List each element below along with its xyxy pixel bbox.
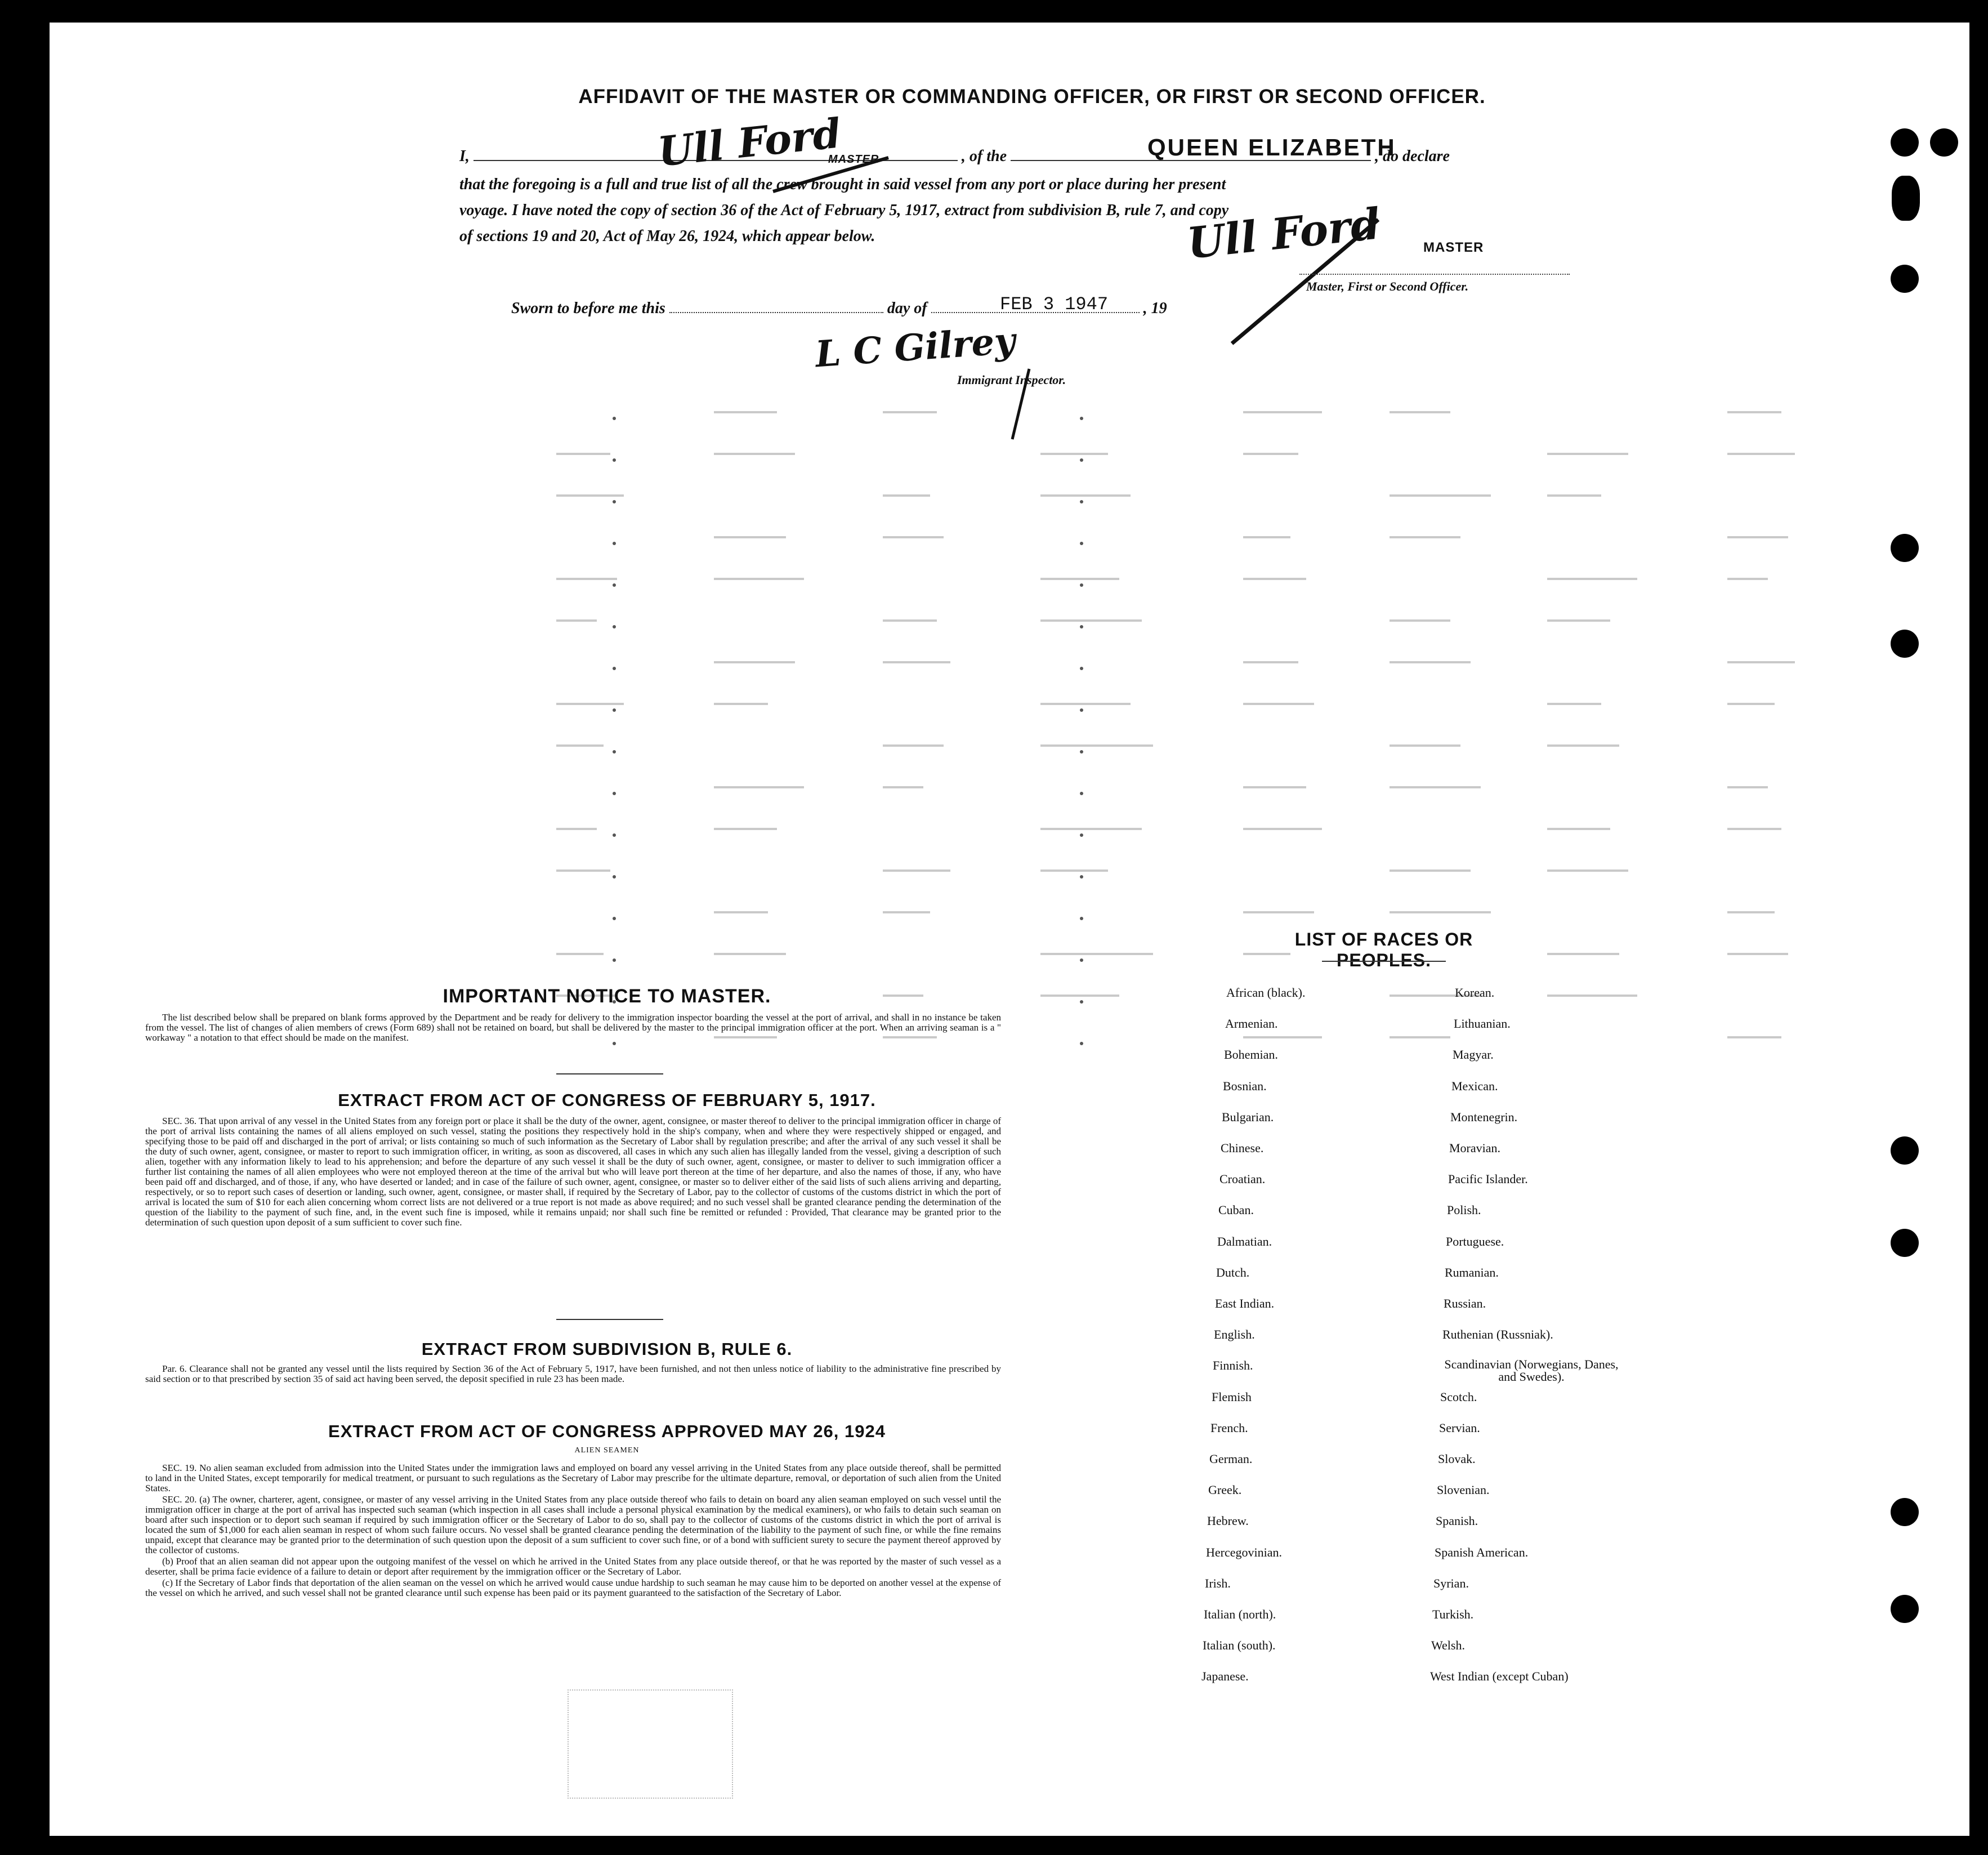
inspector-signature: L C Gilrey <box>814 319 1017 376</box>
bleed-through-mark <box>1243 453 1298 455</box>
bleed-through-mark <box>1390 786 1481 788</box>
bleed-through-mark <box>1040 744 1153 747</box>
subdivision-b-title: EXTRACT FROM SUBDIVISION B, RULE 6. <box>421 1339 793 1359</box>
officer-signature-line <box>1299 274 1570 275</box>
bleed-through-mark <box>1547 619 1610 622</box>
race-item: Spanish. <box>1436 1514 1478 1528</box>
bleed-through-mark <box>556 869 610 872</box>
dot-mark <box>1080 1000 1083 1004</box>
race-item: Mexican. <box>1451 1078 1498 1093</box>
race-item: Pacific Islander. <box>1448 1172 1528 1187</box>
race-item: Turkish. <box>1432 1607 1474 1621</box>
bleed-through-mark <box>1727 1036 1781 1038</box>
affidavit-title: AFFIDAVIT OF THE MASTER OR COMMANDING OFFICER, OR FIRST OR SECOND OFFICER. <box>578 86 1486 108</box>
date-stamp: FEB 3 1947 <box>1000 294 1109 315</box>
punch-hole <box>1891 1595 1919 1623</box>
affidavit-prefix: I, <box>459 148 470 165</box>
bleed-through-mark <box>1243 536 1290 538</box>
faint-stamp <box>568 1689 733 1799</box>
affidavit-line-1 <box>459 148 1580 166</box>
bleed-through-mark <box>1243 703 1314 705</box>
bleed-through-mark <box>1547 494 1601 497</box>
bleed-through-mark <box>1040 828 1142 830</box>
bleed-through-mark <box>883 786 923 788</box>
bleed-through-mark <box>556 703 624 705</box>
extract-1924-paragraph: SEC. 20. (a) The owner, charterer, agent, consignee, or master of any vessel arriving in the United States from any place outside thereof who fails to detain on board any alien seaman employed on such vessel until the immigration officer in charge at the port of arrival has inspected such seaman (which inspection in all cases shall include a personal physical examination by the medical examiners), or who fails to detain such seaman on board after such inspection or to deport such seaman if required by such immigration officer or the Secretary of Labor to do so, shall pay to the collector of customs of the customs district in which the port of arrival is located the sum of $1,000 for each alien seaman in respect of whom such failure occurs. No vessel shall be granted clearance pending the determination of the liability to the payment of such fine, or while the fine remains unpaid, except that clearance may be granted prior to the determination of such question upon the deposit of a sum sufficient to cover such fine, or of a bond with sufficient surety to secure the payment thereof approved by the collector of customs. <box>145 1494 1001 1555</box>
extract-1917-text <box>145 1116 1001 1229</box>
race-item: Bulgarian. <box>1222 1109 1274 1124</box>
master-signature-bottom: Ull Ford <box>1185 198 1383 269</box>
bleed-through-mark <box>1547 578 1637 580</box>
bleed-through-mark <box>1390 494 1491 497</box>
affidavit-line-3: voyage. I have noted the copy of section 36 of the Act of February 5, 1917, extract from subdivision B, rule 7, and copy <box>459 202 1229 219</box>
race-item: Dutch. <box>1216 1265 1250 1279</box>
dot-mark <box>613 958 616 962</box>
race-item: Montenegrin. <box>1450 1109 1518 1124</box>
race-item: Dalmatian. <box>1217 1234 1272 1248</box>
divider <box>1322 961 1446 962</box>
bleed-through-mark <box>883 536 944 538</box>
dot-mark <box>1080 833 1083 837</box>
ship-name: QUEEN ELIZABETH <box>1147 134 1396 160</box>
bleed-through-mark <box>1727 411 1781 413</box>
extract-1924-paragraph: (c) If the Secretary of Labor finds that deportation of the alien seaman on the vessel on which he arrived would cause undue hardship to such seaman he may cause him to be deported on another vessel at the expense of the vessel on which he arrived, and such vessel shall not be granted clearance until such expense has been paid or its payment guaranteed to the satisfaction of the Secretary of Labor. <box>145 1577 1001 1598</box>
bleed-through-mark <box>883 911 930 913</box>
bleed-through-mark <box>1727 536 1788 538</box>
race-item: Croatian. <box>1219 1172 1266 1187</box>
bleed-through-mark <box>1243 661 1298 663</box>
bleed-through-mark <box>1727 953 1788 955</box>
subdivision-b-paragraph: Par. 6. Clearance shall not be granted any vessel until the lists required by Section 36 of the Act of February 5, 1917, have been furnished, and not then unless notice of liability to the administrative fine prescribed by said section or to that prescribed by section 35 of said act having been served, the deposit specified in rule 23 has been made. <box>145 1363 1001 1384</box>
race-item: Portuguese. <box>1446 1234 1504 1248</box>
race-item: Finnish. <box>1213 1358 1253 1373</box>
bleed-through-mark <box>1727 453 1795 455</box>
sworn-day-field <box>669 312 883 313</box>
day-of-text: day of <box>887 300 927 317</box>
bleed-through-mark <box>714 828 777 830</box>
dot-mark <box>613 750 616 753</box>
race-item: Slovenian. <box>1437 1483 1490 1497</box>
bleed-through-mark <box>1040 453 1108 455</box>
bleed-through-mark <box>1040 578 1119 580</box>
punch-hole <box>1891 128 1919 157</box>
bleed-through-mark <box>1390 911 1491 913</box>
dot-mark <box>1080 583 1083 587</box>
dot-mark <box>1080 708 1083 712</box>
dot-mark <box>613 667 616 670</box>
bleed-through-mark <box>1243 828 1322 830</box>
punch-hole <box>1891 1498 1919 1526</box>
document-page <box>50 23 1969 1836</box>
bleed-through-mark <box>1040 494 1131 497</box>
dot-mark <box>1080 875 1083 879</box>
bleed-through-mark <box>1727 911 1775 913</box>
bleed-through-mark <box>1547 953 1619 955</box>
dot-mark <box>613 792 616 795</box>
bleed-through-mark <box>883 744 944 747</box>
notice-text <box>145 1013 1001 1044</box>
race-item: Magyar. <box>1453 1047 1494 1062</box>
race-item: Scotch. <box>1440 1389 1477 1404</box>
bleed-through-mark <box>1547 744 1619 747</box>
dot-mark <box>613 875 616 879</box>
race-item: Russian. <box>1444 1296 1486 1310</box>
race-item: French. <box>1210 1420 1248 1435</box>
bleed-through-mark <box>714 578 804 580</box>
dot-mark <box>1080 750 1083 753</box>
affidavit-line-4: of sections 19 and 20, Act of May 26, 1924, which appear below. <box>459 228 875 245</box>
dot-mark <box>1080 500 1083 503</box>
dot-mark <box>613 458 616 462</box>
affidavit-line-2: that the foregoing is a full and true list of all the crew brought in said vessel from any port or place during her present <box>459 176 1226 193</box>
bleed-through-mark <box>1547 703 1601 705</box>
punch-hole <box>1891 1136 1919 1165</box>
race-item: West Indian (except Cuban) <box>1430 1669 1569 1684</box>
race-item: Moravian. <box>1449 1141 1501 1155</box>
bleed-through-mark <box>556 494 624 497</box>
race-item: Syrian. <box>1433 1576 1469 1590</box>
race-item: Flemish <box>1212 1389 1252 1404</box>
dot-mark <box>1080 667 1083 670</box>
race-item: African (black). <box>1226 986 1306 1000</box>
dot-mark <box>613 500 616 503</box>
divider <box>556 1319 663 1320</box>
dot-mark <box>1080 958 1083 962</box>
bleed-through-mark <box>1040 869 1108 872</box>
divider <box>556 1073 663 1074</box>
bleed-through-mark <box>714 661 795 663</box>
dot-mark <box>1080 417 1083 420</box>
bleed-through-mark <box>883 411 937 413</box>
extract-1924-subtitle: ALIEN SEAMEN <box>574 1446 640 1455</box>
bleed-through-mark <box>1390 661 1471 663</box>
race-item: Italian (north). <box>1204 1607 1276 1621</box>
race-item: Scandinavian (Norwegians, Danes, and Swedes). <box>1444 1357 1619 1384</box>
bleed-through-mark <box>714 786 804 788</box>
bleed-through-mark <box>1727 828 1781 830</box>
race-item: Chinese. <box>1221 1141 1264 1155</box>
punch-hole <box>1891 534 1919 562</box>
race-item: Welsh. <box>1431 1638 1465 1653</box>
race-item: Bohemian. <box>1224 1047 1278 1062</box>
bleed-through-mark <box>883 619 937 622</box>
race-item: Irish. <box>1205 1576 1231 1590</box>
extract-1924-paragraph: (b) Proof that an alien seaman did not appear upon the outgoing manifest of the vessel on which he arrived in the United States from any place outside thereof, or that he was reported by the master of such vessel as a deserter, shall be prima facie evidence of a failure to detain or deport after requirement by the immigration officer or the Secretary of Labor. <box>145 1556 1001 1577</box>
bleed-through-mark <box>1547 869 1628 872</box>
dot-mark <box>1080 1042 1083 1045</box>
extract-1924-paragraph: SEC. 19. No alien seaman excluded from admission into the United States under the immigration laws and employed on board any vessel arriving in the United States from any place outside thereof, shall be permitted to land in the United States, except temporarily for medical treatment, or pursuant to such regulations as the Secretary of Labor may prescribe for the ultimate departure, removal, or deportation of such alien from the United States. <box>145 1462 1001 1493</box>
dot-mark <box>1080 458 1083 462</box>
bleed-through-mark <box>556 619 597 622</box>
race-item: Japanese. <box>1201 1669 1249 1684</box>
dot-mark <box>613 542 616 545</box>
race-item: Servian. <box>1439 1420 1480 1435</box>
punch-hole <box>1891 1229 1919 1257</box>
dot-mark <box>613 833 616 837</box>
bleed-through-mark <box>1040 703 1131 705</box>
bleed-through-mark <box>1243 911 1314 913</box>
dot-mark <box>1080 917 1083 920</box>
subdivision-b-text <box>145 1364 1001 1385</box>
bleed-through-mark <box>556 578 617 580</box>
bleed-through-mark <box>714 453 795 455</box>
bleed-through-mark <box>883 661 950 663</box>
punch-hole <box>1892 176 1920 221</box>
punch-hole <box>1930 128 1958 157</box>
bleed-through-mark <box>714 953 786 955</box>
bleed-through-mark <box>1390 1036 1450 1038</box>
races-title: LIST OF RACES OR PEOPLES. <box>1294 929 1473 970</box>
dot-mark <box>613 708 616 712</box>
bleed-through-mark <box>1040 619 1142 622</box>
notice-title: IMPORTANT NOTICE TO MASTER. <box>443 986 771 1007</box>
extract-1924-title: EXTRACT FROM ACT OF CONGRESS APPROVED MAY 26, 1924 <box>328 1421 886 1441</box>
year-suffix: , 19 <box>1143 300 1167 317</box>
race-item: English. <box>1214 1327 1255 1342</box>
dot-mark <box>613 417 616 420</box>
punch-hole <box>1891 265 1919 293</box>
bleed-through-mark <box>1040 953 1153 955</box>
race-item: Rumanian. <box>1445 1265 1499 1279</box>
race-item: Korean. <box>1455 986 1495 1000</box>
bleed-through-mark <box>714 411 777 413</box>
bleed-through-mark <box>714 911 768 913</box>
bleed-through-mark <box>556 453 610 455</box>
race-item: Hercegovinian. <box>1206 1545 1282 1559</box>
race-item: Slovak. <box>1438 1452 1476 1466</box>
dot-mark <box>1080 792 1083 795</box>
bleed-through-mark <box>1727 786 1768 788</box>
bleed-through-mark <box>1243 1036 1322 1038</box>
dot-mark <box>613 625 616 628</box>
bleed-through-mark <box>1547 995 1637 997</box>
bleed-through-mark <box>1243 578 1306 580</box>
bleed-through-mark <box>1547 828 1610 830</box>
dot-mark <box>1080 625 1083 628</box>
bleed-through-mark <box>1243 786 1306 788</box>
bleed-through-mark <box>883 494 930 497</box>
race-item: Spanish American. <box>1435 1545 1529 1559</box>
bleed-through-mark <box>556 953 604 955</box>
officer-label: Master, First or Second Officer. <box>1306 279 1469 293</box>
race-item: Cuban. <box>1218 1203 1254 1218</box>
race-item: Ruthenian (Russniak). <box>1442 1327 1553 1342</box>
bleed-through-mark <box>1390 411 1450 413</box>
bleed-through-mark <box>1040 995 1119 997</box>
race-item: Italian (south). <box>1203 1638 1276 1653</box>
race-item: German. <box>1209 1452 1253 1466</box>
race-item: Lithuanian. <box>1454 1016 1511 1031</box>
sworn-prefix: Sworn to before me this <box>511 300 665 317</box>
master-stamp-small: MASTER <box>828 153 879 166</box>
dot-mark <box>1080 542 1083 545</box>
extract-1917-paragraph: SEC. 36. That upon arrival of any vessel in the United States from any foreign port or place it shall be the duty of the owner, agent, consignee, or master thereof to deliver to the principal immigration officer in charge of the port of arrival lists containing the names of all aliens employed on such vessel, stating the positions they respectively hold in the ship's company, when and where they were respectively shipped or engaged, and specifying those to be paid off and discharged in the port of arrival; or lists containing so much of such information as the Secretary of Labor shall by regulation prescribe; and after the arrival of any such vessel it shall be the duty of such owner, agent, consignee, or master to report to such immigration officer, in writing, as soon as discovered, all cases in which any such alien has illegally landed from the vessel, giving a description of such alien, together with any information likely to lead to his apprehension; and before the departure of any such vessel it shall be the duty of such owner, agent, consignee, or master to deliver to such immigration officer a further list containing the names of all alien employees who were not employed thereon at the time of the arrival but who will leave port thereon at the time of her departure, and also the names of those, if any, who have been paid off and discharged, and of those, if any, who have deserted or landed; and in case of the failure of such owner, agent, consignee, or master so to deliver either of the said lists of such aliens arriving and departing, respectively, or so to report such cases of desertion or landing, such owner, agent, consignee, or master shall, if required by the Secretary of Labor, pay to the collector of customs of the customs district in which the port of arrival is located the sum of $10 for each alien concerning whom correct lists are not delivered or a true report is not made as above required; and no such vessel shall be granted clearance pending the determination of the question of the liability to the payment of such fine, and, in the event such fine is imposed, while it remains unpaid; nor shall such fine be remitted or refunded : Provided, That clearance may be granted prior to the determination of such question upon deposit of a sum sufficient to cover such fine. <box>145 1116 1001 1228</box>
bleed-through-mark <box>1390 536 1460 538</box>
of-the-text: , of the <box>961 148 1007 165</box>
bleed-through-mark <box>1727 661 1795 663</box>
race-item: Hebrew. <box>1207 1514 1249 1528</box>
bleed-through-mark <box>714 703 768 705</box>
bleed-through-mark <box>883 869 950 872</box>
bleed-through-mark <box>1243 411 1322 413</box>
bleed-through-mark <box>556 744 604 747</box>
notice-paragraph: The list described below shall be prepared on blank forms approved by the Department and be ready for delivery to the immigration inspector boarding the vessel at the port of arrival, and shall in no instance be taken from the vessel. The list of changes of alien members of crews (Form 689) shall not be retained on board, but shall be delivered by the master to the principal immigration officer at the port. When an arriving seaman is a " workaway " a notation to that effect should be made on the manifest. <box>145 1012 1001 1043</box>
dot-mark <box>613 583 616 587</box>
bleed-through-mark <box>1727 578 1768 580</box>
bleed-through-mark <box>714 536 786 538</box>
race-item: Greek. <box>1208 1483 1242 1497</box>
master-signature-top: Ull Ford <box>655 109 843 176</box>
bleed-through-mark <box>1727 703 1775 705</box>
inspector-label: Immigrant Inspector. <box>957 373 1066 387</box>
race-item: East Indian. <box>1215 1296 1275 1310</box>
race-item: Armenian. <box>1225 1016 1278 1031</box>
bleed-through-mark <box>1547 453 1628 455</box>
race-item: Polish. <box>1447 1203 1481 1218</box>
dot-mark <box>613 917 616 920</box>
bleed-through-mark <box>1390 869 1471 872</box>
master-stamp: MASTER <box>1423 240 1484 255</box>
extract-1924-text <box>145 1463 1001 1599</box>
do-declare-text: , do declare <box>1375 148 1450 165</box>
bleed-through-mark <box>1390 619 1450 622</box>
punch-hole <box>1891 630 1919 658</box>
bleed-through-mark <box>1390 744 1460 747</box>
race-item: Bosnian. <box>1223 1078 1267 1093</box>
bleed-through-mark <box>556 828 597 830</box>
extract-1917-title: EXTRACT FROM ACT OF CONGRESS OF FEBRUARY 5, 1917. <box>338 1090 876 1110</box>
